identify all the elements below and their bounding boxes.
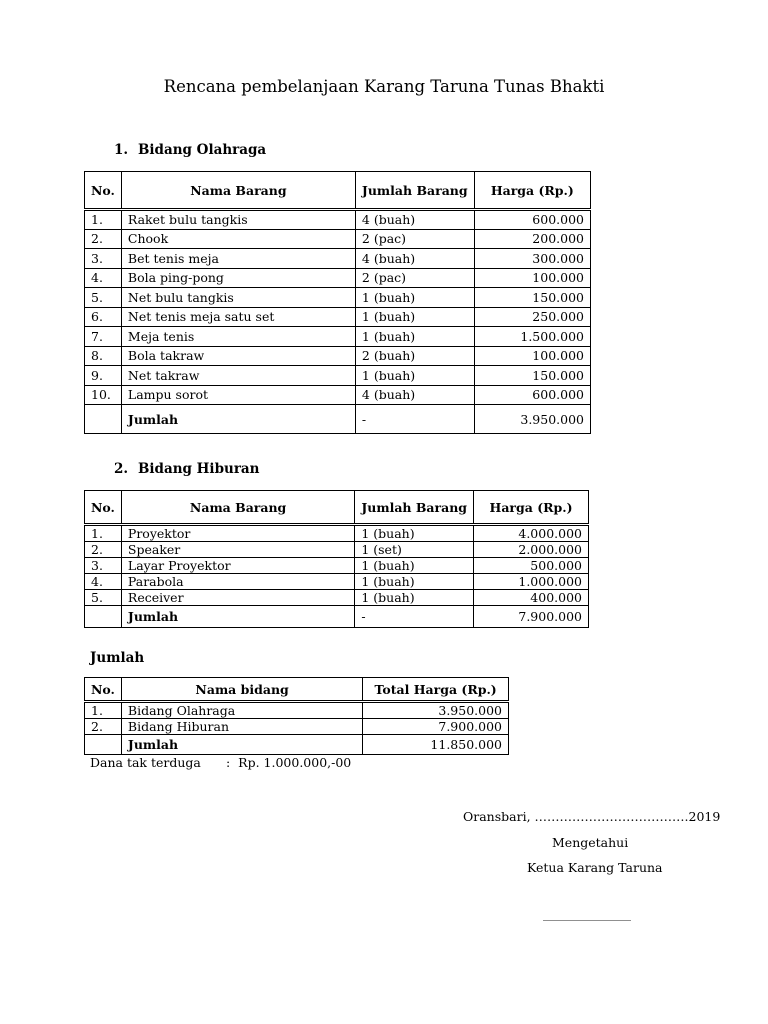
header-jumlah-barang: Jumlah Barang bbox=[355, 172, 474, 210]
mengetahui-text: Mengetahui bbox=[552, 835, 629, 850]
dana-tak-terduga bbox=[90, 755, 351, 770]
item-name: Bet tenis meja bbox=[121, 249, 355, 269]
row-number: 7. bbox=[85, 327, 122, 347]
item-price: 300.000 bbox=[474, 249, 590, 269]
table-row bbox=[85, 327, 591, 347]
olahraga-table-body bbox=[85, 210, 591, 434]
item-price: 2.000.000 bbox=[474, 542, 589, 558]
header-nama-barang: Nama Barang bbox=[121, 172, 355, 210]
header-total-harga: Total Harga (Rp.) bbox=[363, 678, 509, 702]
total-quantity: - bbox=[355, 405, 474, 434]
table-row bbox=[85, 590, 589, 606]
item-quantity: 2 (pac) bbox=[355, 268, 474, 288]
item-quantity: 4 (buah) bbox=[355, 249, 474, 269]
dana-value: Rp. 1.000.000,-00 bbox=[238, 755, 352, 770]
item-price: 1.000.000 bbox=[474, 574, 589, 590]
header-no: No. bbox=[85, 172, 122, 210]
header-nama-bidang: Nama bidang bbox=[121, 678, 362, 702]
row-number: 1. bbox=[85, 525, 122, 542]
item-quantity: 1 (buah) bbox=[355, 366, 474, 386]
table-row bbox=[85, 702, 509, 719]
signature-role: Ketua Karang Taruna bbox=[527, 860, 663, 875]
section-title: Bidang Hiburan bbox=[138, 461, 260, 477]
row-number: 3. bbox=[85, 558, 122, 574]
page-title: Rencana pembelanjaan Karang Taruna Tunas Bhakti bbox=[163, 77, 605, 96]
table-row bbox=[85, 229, 591, 249]
table-row bbox=[85, 366, 591, 386]
header-harga: Harga (Rp.) bbox=[474, 172, 590, 210]
item-name: Meja tenis bbox=[121, 327, 355, 347]
header-no: No. bbox=[85, 678, 122, 702]
row-number: 2. bbox=[85, 719, 122, 735]
summary-table bbox=[84, 677, 509, 755]
item-price: 1.500.000 bbox=[474, 327, 590, 347]
total-label: Jumlah bbox=[121, 735, 362, 755]
item-quantity: 1 (buah) bbox=[355, 558, 474, 574]
item-price: 100.000 bbox=[474, 346, 590, 366]
row-number: 3. bbox=[85, 249, 122, 269]
summary-heading: Jumlah bbox=[90, 650, 145, 666]
table-row bbox=[85, 288, 591, 308]
table-row bbox=[85, 542, 589, 558]
bidang-total: 3.950.000 bbox=[363, 702, 509, 719]
table-row bbox=[85, 525, 589, 542]
empty-cell bbox=[85, 735, 122, 755]
item-name: Net tenis meja satu set bbox=[121, 307, 355, 327]
total-price: 7.900.000 bbox=[474, 606, 589, 628]
section-number: 1. bbox=[114, 142, 129, 158]
row-number: 4. bbox=[85, 268, 122, 288]
row-number: 2. bbox=[85, 229, 122, 249]
item-quantity: 2 (pac) bbox=[355, 229, 474, 249]
table-row bbox=[85, 249, 591, 269]
item-price: 150.000 bbox=[474, 288, 590, 308]
table-row bbox=[85, 346, 591, 366]
dana-separator: : bbox=[226, 755, 231, 770]
total-row bbox=[85, 735, 509, 755]
item-name: Speaker bbox=[121, 542, 354, 558]
row-number: 1. bbox=[85, 210, 122, 230]
total-quantity: - bbox=[355, 606, 474, 628]
item-quantity: 1 (buah) bbox=[355, 574, 474, 590]
item-name: Receiver bbox=[121, 590, 354, 606]
item-price: 4.000.000 bbox=[474, 525, 589, 542]
item-price: 200.000 bbox=[474, 229, 590, 249]
hiburan-table bbox=[84, 490, 589, 628]
total-label: Jumlah bbox=[121, 606, 354, 628]
empty-cell bbox=[85, 606, 122, 628]
item-price: 100.000 bbox=[474, 268, 590, 288]
item-name: Raket bulu tangkis bbox=[121, 210, 355, 230]
item-quantity: 1 (buah) bbox=[355, 590, 474, 606]
bidang-name: Bidang Olahraga bbox=[121, 702, 362, 719]
item-quantity: 1 (buah) bbox=[355, 525, 474, 542]
dana-label: Dana tak terduga bbox=[90, 755, 201, 770]
item-price: 600.000 bbox=[474, 210, 590, 230]
table-row bbox=[85, 307, 591, 327]
item-quantity: 1 (set) bbox=[355, 542, 474, 558]
section-olahraga-heading bbox=[114, 142, 266, 158]
item-name: Net bulu tangkis bbox=[121, 288, 355, 308]
row-number: 8. bbox=[85, 346, 122, 366]
item-name: Parabola bbox=[121, 574, 354, 590]
item-price: 600.000 bbox=[474, 385, 590, 405]
row-number: 1. bbox=[85, 702, 122, 719]
item-name: Layar Proyektor bbox=[121, 558, 354, 574]
row-number: 5. bbox=[85, 288, 122, 308]
item-name: Proyektor bbox=[121, 525, 354, 542]
header-jumlah-barang: Jumlah Barang bbox=[355, 491, 474, 525]
row-number: 6. bbox=[85, 307, 122, 327]
total-row bbox=[85, 606, 589, 628]
table-row bbox=[85, 719, 509, 735]
section-hiburan-heading bbox=[114, 461, 260, 477]
item-name: Bola takraw bbox=[121, 346, 355, 366]
row-number: 9. bbox=[85, 366, 122, 386]
item-quantity: 1 (buah) bbox=[355, 327, 474, 347]
hiburan-table-body bbox=[85, 525, 589, 628]
item-price: 150.000 bbox=[474, 366, 590, 386]
total-price: 3.950.000 bbox=[474, 405, 590, 434]
empty-cell bbox=[85, 405, 122, 434]
total-row bbox=[85, 405, 591, 434]
table-row bbox=[85, 558, 589, 574]
signature-line: ________________ bbox=[543, 908, 631, 921]
table-row bbox=[85, 574, 589, 590]
olahraga-table bbox=[84, 171, 591, 434]
bidang-total: 7.900.000 bbox=[363, 719, 509, 735]
item-name: Chook bbox=[121, 229, 355, 249]
item-quantity: 4 (buah) bbox=[355, 385, 474, 405]
bidang-name: Bidang Hiburan bbox=[121, 719, 362, 735]
item-quantity: 4 (buah) bbox=[355, 210, 474, 230]
header-harga: Harga (Rp.) bbox=[474, 491, 589, 525]
row-number: 4. bbox=[85, 574, 122, 590]
item-quantity: 2 (buah) bbox=[355, 346, 474, 366]
row-number: 5. bbox=[85, 590, 122, 606]
table-row bbox=[85, 385, 591, 405]
section-number: 2. bbox=[114, 461, 129, 477]
row-number: 2. bbox=[85, 542, 122, 558]
total-label: Jumlah bbox=[121, 405, 355, 434]
row-number: 10. bbox=[85, 385, 122, 405]
item-price: 500.000 bbox=[474, 558, 589, 574]
table-row bbox=[85, 268, 591, 288]
item-price: 400.000 bbox=[474, 590, 589, 606]
section-title: Bidang Olahraga bbox=[138, 142, 267, 158]
place-date: Oransbari, ……………………………….2019 bbox=[463, 809, 721, 824]
item-name: Bola ping-pong bbox=[121, 268, 355, 288]
item-price: 250.000 bbox=[474, 307, 590, 327]
grand-total: 11.850.000 bbox=[363, 735, 509, 755]
header-nama-barang: Nama Barang bbox=[121, 491, 354, 525]
item-quantity: 1 (buah) bbox=[355, 307, 474, 327]
summary-table-body bbox=[85, 702, 509, 755]
item-quantity: 1 (buah) bbox=[355, 288, 474, 308]
header-no: No. bbox=[85, 491, 122, 525]
table-row bbox=[85, 210, 591, 230]
item-name: Lampu sorot bbox=[121, 385, 355, 405]
item-name: Net takraw bbox=[121, 366, 355, 386]
